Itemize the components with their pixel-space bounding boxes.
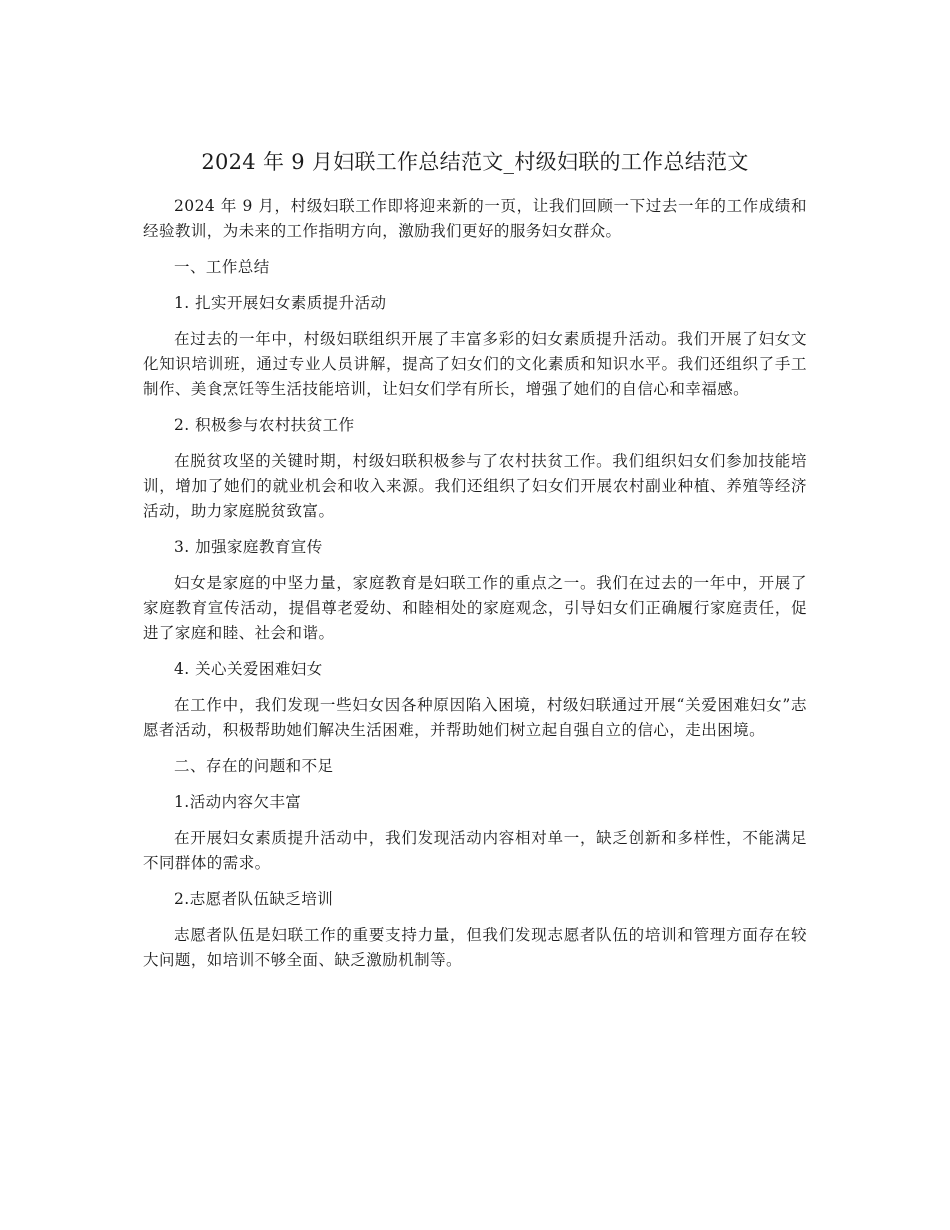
section-heading-work-summary: 一、工作总结 [174,258,270,276]
paragraph-volunteer-training: 志愿者队伍是妇联工作的重要支持力量，但我们发现志愿者队伍的培训和管理方面存在较大问题，如培训不够全面、缺乏激励机制等。 [143,926,807,969]
item-heading-activity-content: 1.活动内容欠丰富 [174,793,302,811]
paragraph-family-education: 妇女是家庭的中坚力量，家庭教育是妇联工作的重点之一。我们在过去的一年中，开展了家庭教育宣传活动，提倡尊老爱幼、和睦相处的家庭观念，引导妇女们正确履行家庭责任，促进了家庭和睦、社会和谐。 [143,574,807,642]
paragraph-activity-content: 在开展妇女素质提升活动中，我们发现活动内容相对单一，缺乏创新和多样性，不能满足不同群体的需求。 [143,829,807,872]
document-page [143,146,807,984]
paragraph-poverty-alleviation: 在脱贫攻坚的关键时期，村级妇联积极参与了农村扶贫工作。我们组织妇女们参加技能培训，增加了她们的就业机会和收入来源。我们还组织了妇女们开展农村副业种植、养殖等经济活动，助力家庭脱贫致富。 [143,452,807,520]
intro-paragraph: 2024 年 9 月，村级妇联工作即将迎来新的一页，让我们回顾一下过去一年的工作成绩和经验教训，为未来的工作指明方向，激励我们更好的服务妇女群众。 [143,197,807,240]
item-heading-quality-improvement: 1. 扎实开展妇女素质提升活动 [174,294,387,312]
item-heading-volunteer-training: 2.志愿者队伍缺乏培训 [174,890,334,908]
section-heading-problems: 二、存在的问题和不足 [174,757,334,775]
item-heading-family-education: 3. 加强家庭教育宣传 [174,538,323,556]
paragraph-quality-improvement: 在过去的一年中，村级妇联组织开展了丰富多彩的妇女素质提升活动。我们开展了妇女文化知识培训班，通过专业人员讲解，提高了妇女们的文化素质和知识水平。我们还组织了手工制作、美食烹饪等生活技能培训，让妇女们学有所长，增强了她们的自信心和幸福感。 [143,330,807,398]
document-title: 2024 年 9 月妇联工作总结范文_村级妇联的工作总结范文 [201,150,749,174]
paragraph-caring-women: 在工作中，我们发现一些妇女因各种原因陷入困境，村级妇联通过开展“关爱困难妇女”志愿者活动，积极帮助她们解决生活困难，并帮助她们树立起自强自立的信心，走出困境。 [143,696,807,739]
item-heading-poverty-alleviation: 2. 积极参与农村扶贫工作 [174,416,355,434]
item-heading-caring-women: 4. 关心关爱困难妇女 [174,660,323,678]
